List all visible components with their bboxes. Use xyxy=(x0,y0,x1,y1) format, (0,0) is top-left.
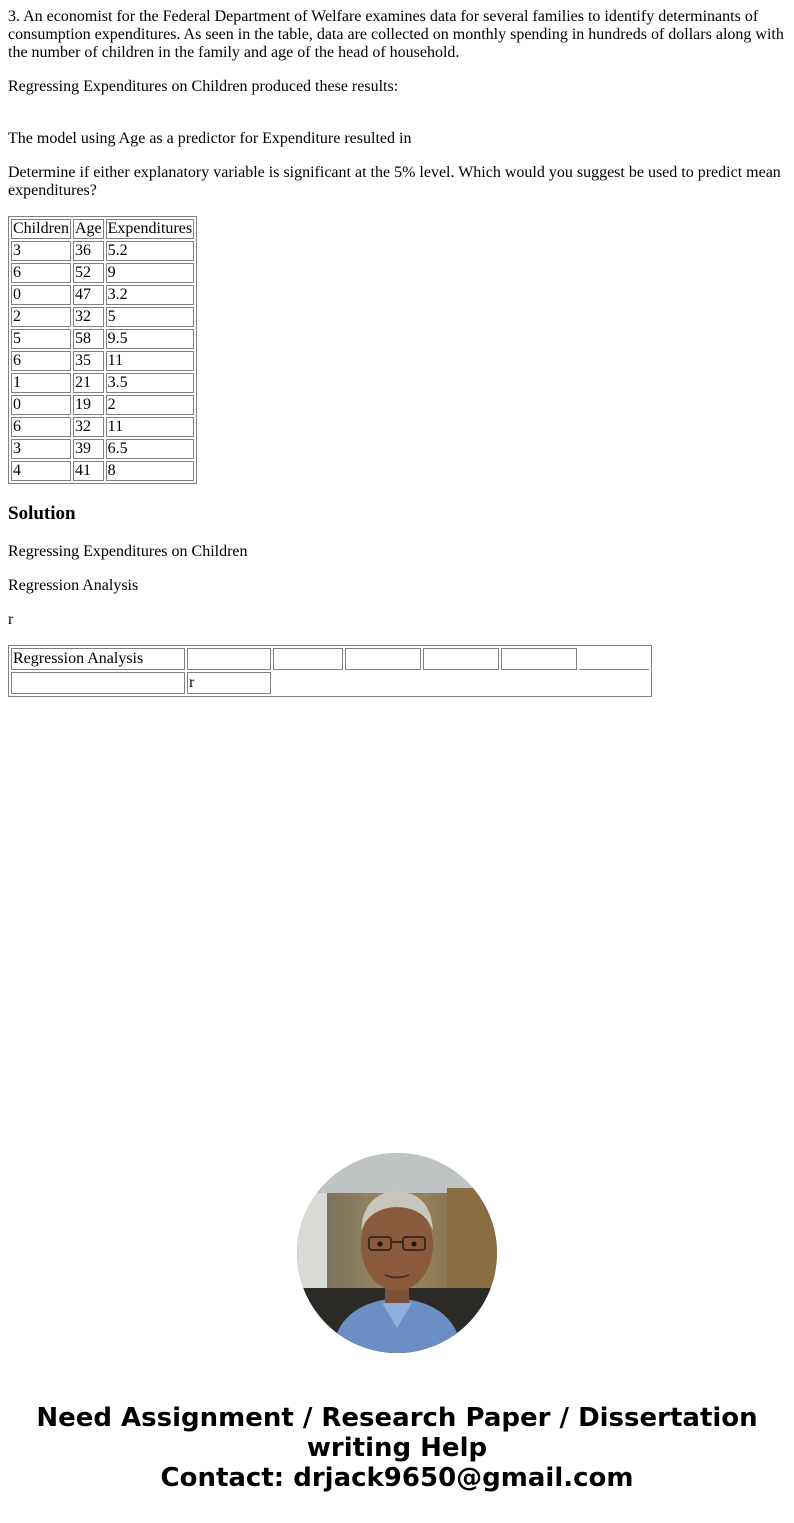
table-row xyxy=(11,285,194,305)
cell-children: 3 xyxy=(11,439,71,459)
table-row xyxy=(11,263,194,283)
cell-children: 5 xyxy=(11,329,71,349)
cell-age: 39 xyxy=(73,439,104,459)
person-photo-icon xyxy=(297,1153,497,1353)
table-header-row xyxy=(11,219,194,239)
table-row xyxy=(11,351,194,371)
footer-contact: Contact: drjack9650@gmail.com xyxy=(160,1463,634,1493)
header-expenditures: Expenditures xyxy=(107,220,193,237)
cell-expenditures: 3.5 xyxy=(106,373,194,393)
data-table xyxy=(8,216,197,484)
age-model-line: The model using Age as a predictor for Expenditure resulted in xyxy=(8,130,412,147)
footer-line-2: writing Help xyxy=(306,1433,488,1463)
solution-line-regressing: Regressing Expenditures on Children xyxy=(8,543,248,560)
table-row xyxy=(11,672,649,694)
cell-expenditures: 9 xyxy=(106,263,194,283)
cell-children: 6 xyxy=(11,417,71,437)
empty-cell xyxy=(345,672,421,694)
table-row xyxy=(11,461,194,481)
footer-line-1: Need Assignment / Research Paper / Dissertation xyxy=(36,1403,758,1433)
header-children: Children xyxy=(13,220,69,237)
cell-age: 52 xyxy=(73,263,104,283)
cell-children: 6 xyxy=(11,351,71,371)
cell-children: 2 xyxy=(11,307,71,327)
empty-cell xyxy=(501,672,577,694)
table-row xyxy=(11,439,194,459)
table-row xyxy=(11,307,194,327)
table-row xyxy=(11,241,194,261)
empty-cell xyxy=(11,672,185,694)
cell-expenditures: 6.5 xyxy=(106,439,194,459)
cell-age: 41 xyxy=(73,461,104,481)
cell-age: 21 xyxy=(73,373,104,393)
empty-cell xyxy=(273,648,343,670)
solution-heading: Solution xyxy=(8,503,76,524)
solution-line-regression-analysis: Regression Analysis xyxy=(8,577,139,594)
cell-expenditures: 5.2 xyxy=(106,241,194,261)
cell-expenditures: 9.5 xyxy=(106,329,194,349)
empty-cell xyxy=(423,672,499,694)
cell-age: 47 xyxy=(73,285,104,305)
empty-cell xyxy=(579,648,649,670)
cell-children: 0 xyxy=(11,395,71,415)
empty-cell xyxy=(345,648,421,670)
regression-table xyxy=(8,645,652,697)
question-text: 3. An economist for the Federal Department of Welfare examines data for several families to identify determinants of consumption expenditures. As seen in the table, data are collected on monthly spending in hundreds of dollars along with the number of children in the family and age of the head of household. xyxy=(8,8,784,61)
table-row xyxy=(11,329,194,349)
cell-age: 36 xyxy=(73,241,104,261)
cell-age: 32 xyxy=(73,307,104,327)
cell-expenditures: 11 xyxy=(106,417,194,437)
cell-children: 3 xyxy=(11,241,71,261)
table-row xyxy=(11,648,649,670)
header-age: Age xyxy=(75,220,102,237)
determine-line: Determine if either explanatory variable is significant at the 5% level. Which would you suggest be used to predict mean expenditures? xyxy=(8,164,781,199)
table-row xyxy=(11,373,194,393)
empty-cell xyxy=(187,648,271,670)
cell-expenditures: 5 xyxy=(106,307,194,327)
cell-children: 4 xyxy=(11,461,71,481)
cell-expenditures: 11 xyxy=(106,351,194,371)
cell-children: 1 xyxy=(11,373,71,393)
cell-children: 0 xyxy=(11,285,71,305)
cell-expenditures: 2 xyxy=(106,395,194,415)
cell-age: 58 xyxy=(73,329,104,349)
regression-title-cell: Regression Analysis xyxy=(11,648,185,670)
cell-children: 6 xyxy=(11,263,71,283)
r-label-cell: r xyxy=(187,672,271,694)
empty-cell xyxy=(423,648,499,670)
table-row xyxy=(11,417,194,437)
empty-cell xyxy=(273,672,343,694)
footer-banner xyxy=(0,1403,794,1493)
empty-cell xyxy=(579,672,649,694)
regress-children-line: Regressing Expenditures on Children produced these results: xyxy=(8,78,399,95)
cell-age: 32 xyxy=(73,417,104,437)
table-row xyxy=(11,395,194,415)
cell-age: 19 xyxy=(73,395,104,415)
solution-line-r: r xyxy=(8,611,14,628)
cell-age: 35 xyxy=(73,351,104,371)
empty-cell xyxy=(501,648,577,670)
cell-expenditures: 8 xyxy=(106,461,194,481)
cell-expenditures: 3.2 xyxy=(106,285,194,305)
